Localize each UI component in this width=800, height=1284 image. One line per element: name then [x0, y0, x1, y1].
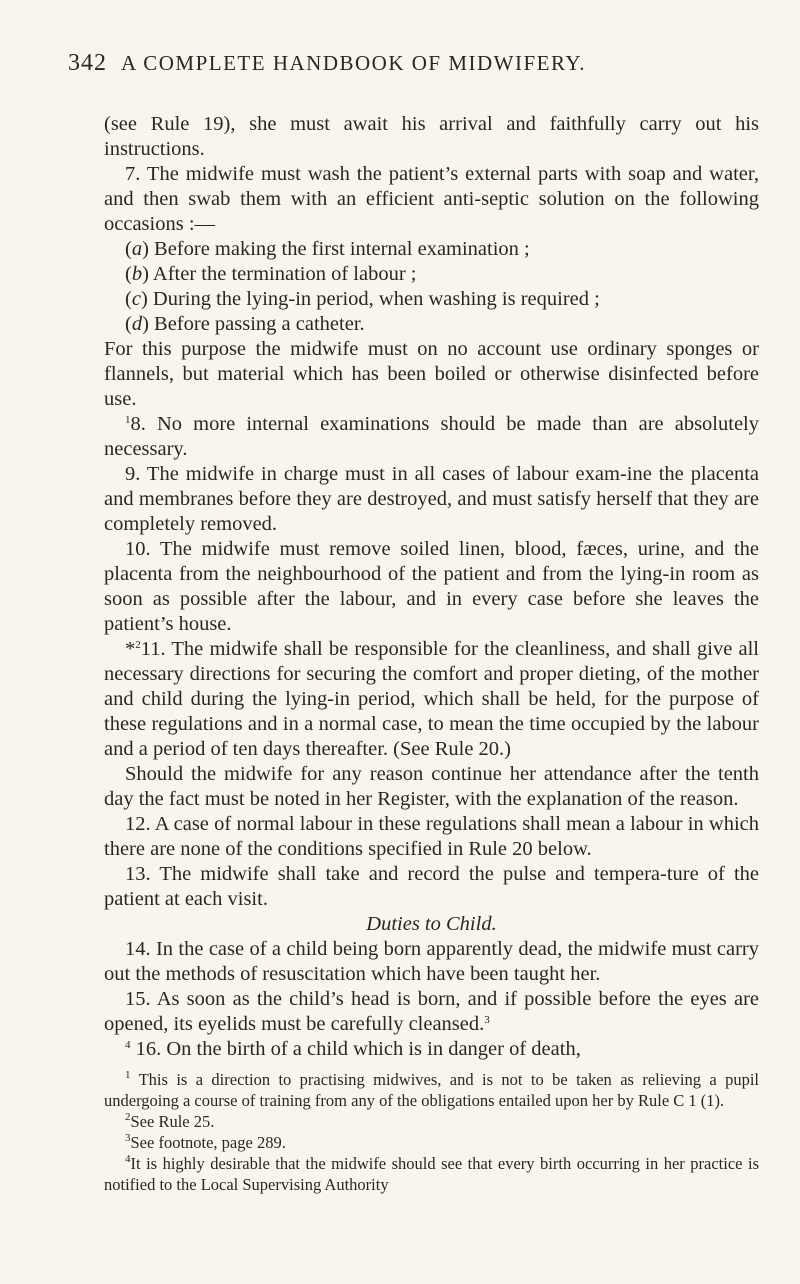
rule-7-item-d: (d) Before passing a catheter. [125, 313, 365, 335]
item-text: Before passing a catheter. [154, 313, 365, 335]
running-header [68, 50, 586, 77]
footnote-mark: 4 [125, 1153, 131, 1165]
footnote-text: This is a direction to practising midwives, and is not to be taken as relieving a pupil undergoing a course of training from any of the obligations entailed upon her by Rule C 1 (1). [104, 1070, 759, 1110]
footnote-text: See Rule 25. [130, 1112, 215, 1131]
rule-text: 16. On the birth of a child which is in danger of death, [135, 1038, 581, 1060]
rule-12: 12. A case of normal labour in these regulations shall mean a labour in which there are none of the conditions specified in Rule 20 below. [104, 813, 759, 860]
rule-9: 9. The midwife in charge must in all cases of labour exam-ine the placenta and membranes before they are destroyed, and must satisfy herself that they are completely removed. [104, 463, 759, 535]
section-heading: Duties to Child. [366, 913, 497, 935]
asterisk-mark: * [125, 638, 136, 660]
item-mark: d [131, 313, 143, 335]
rule-11-follow: Should the midwife for any reason continue her attendance after the tenth day the fact must be noted in her Register, with the explanation of the reason. [104, 763, 759, 810]
rule-7-item-a: (a) Before making the first internal examination ; [125, 238, 530, 260]
footnote-mark: 2 [125, 1111, 131, 1123]
rule-7-item-b: (b) After the termination of labour ; [125, 263, 417, 285]
footnote-mark: 3 [125, 1132, 131, 1144]
page-body [104, 112, 759, 1195]
footnotes [104, 1069, 759, 1195]
item-text: During the lying-in period, when washing is required ; [152, 288, 600, 310]
item-mark: b [131, 263, 143, 285]
footnote [104, 1132, 759, 1153]
rule-7-intro: 7. The midwife must wash the patient’s external parts with soap and water, and then swab them with an efficient anti-septic solution on the following occasions :— [104, 163, 759, 235]
footnote [104, 1153, 759, 1195]
footnote-mark: 1 [125, 1069, 131, 1081]
rule-8 [104, 412, 759, 462]
rule-15 [104, 987, 759, 1037]
item-text: After the termination of labour ; [152, 263, 417, 285]
rule-13: 13. The midwife shall take and record the pulse and tempera-ture of the patient at each visit. [104, 863, 759, 910]
item-mark: c [131, 288, 141, 310]
rule-7-item-c: (c) During the lying-in period, when washing is required ; [125, 288, 600, 310]
footnote [104, 1069, 759, 1111]
item-mark: a [131, 238, 143, 260]
page-number: 342 [68, 50, 107, 76]
footnote-ref: 4 [125, 1039, 131, 1051]
rule-text: 11. The midwife shall be responsible for the cleanliness, and shall give all necessary directions for securing the comfort and proper dieting, of the mother and child during the lying-in period, which shall be held, for the purpose of these regulations and in a normal case, to mean the time occupied by the labour and a period of ten days thereafter. (See Rule 20.) [104, 638, 759, 760]
rule-14: 14. In the case of a child being born apparently dead, the midwife must carry out the methods of resuscitation which have been taught her. [104, 938, 759, 985]
footnote-text: It is highly desirable that the midwife should see that every birth occurring in her practice is notified to the Local Supervising Authority [104, 1154, 759, 1194]
footnote [104, 1111, 759, 1132]
footnote-text: See footnote, page 289. [130, 1133, 286, 1152]
rule-11 [104, 637, 759, 762]
rule-text: 15. As soon as the child’s head is born, and if possible before the eyes are opened, its eyelids must be carefully cleansed. [104, 988, 759, 1035]
rule-text: 8. No more internal examinations should be made than are absolutely necessary. [104, 413, 759, 460]
item-text: Before making the first internal examination ; [154, 238, 530, 260]
running-title: A COMPLETE HANDBOOK OF MIDWIFERY. [121, 51, 587, 75]
footnote-ref: 2 [135, 639, 141, 651]
rule-10: 10. The midwife must remove soiled linen, blood, fæces, urine, and the placenta from the neighbourhood of the patient and from the lying-in room as soon as possible after the labour, and in every case before she leaves the patient’s house. [104, 538, 759, 635]
footnote-ref: 3 [484, 1014, 490, 1026]
footnote-ref: 1 [125, 414, 131, 426]
rule-16 [104, 1037, 759, 1062]
rule-7-follow: For this purpose the midwife must on no account use ordinary sponges or flannels, but material which has been boiled or otherwise disinfected before use. [104, 338, 759, 410]
continuation-paragraph: (see Rule 19), she must await his arrival and faithfully carry out his instructions. [104, 113, 759, 160]
